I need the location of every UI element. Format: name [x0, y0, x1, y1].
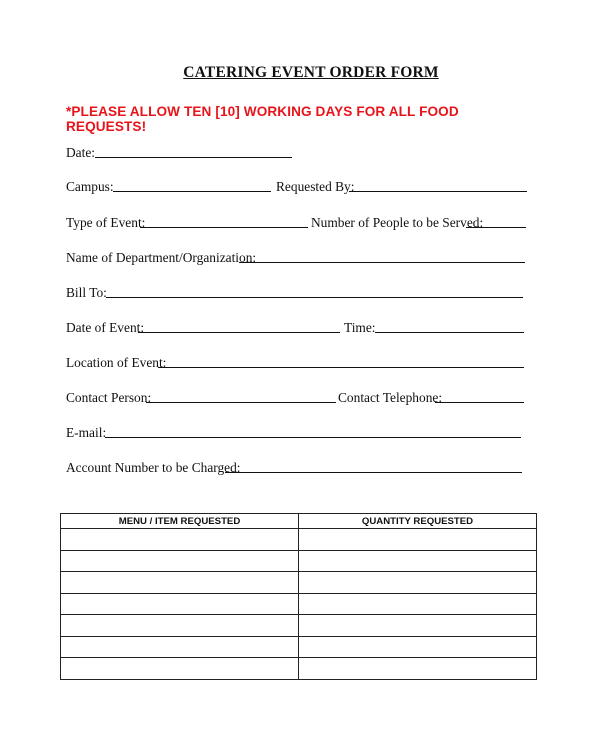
location-field[interactable] — [158, 367, 524, 368]
table-row — [61, 550, 537, 572]
table-row — [61, 593, 537, 615]
notice-text: *PLEASE ALLOW TEN [10] WORKING DAYS FOR ALL FOOD REQUESTS! — [66, 104, 459, 134]
bill-to-label: Bill To: — [66, 285, 107, 300]
menu-item-cell[interactable] — [61, 550, 299, 572]
date-label: Date: — [66, 145, 95, 160]
menu-item-cell[interactable] — [61, 615, 299, 637]
table-row — [61, 658, 537, 680]
department-label: Name of Department/Organization: — [66, 250, 257, 265]
quantity-cell[interactable] — [299, 615, 537, 637]
contact-person-label: Contact Person: — [66, 390, 152, 405]
campus-label: Campus: — [66, 179, 114, 194]
quantity-cell[interactable] — [299, 550, 537, 572]
location-label: Location of Event: — [66, 355, 167, 370]
type-of-event-field[interactable] — [140, 227, 308, 228]
menu-item-cell[interactable] — [61, 572, 299, 594]
email-label: E-mail: — [66, 425, 107, 440]
date-of-event-label: Date of Event: — [66, 320, 145, 335]
requested-by-label: Requested By: — [276, 179, 355, 194]
menu-item-cell[interactable] — [61, 658, 299, 680]
type-of-event-label: Type of Event: — [66, 215, 146, 230]
date-of-event-field[interactable] — [138, 332, 340, 333]
bill-to-field[interactable] — [106, 297, 523, 298]
table-row — [61, 572, 537, 594]
quantity-cell[interactable] — [299, 636, 537, 658]
quantity-cell[interactable] — [299, 529, 537, 551]
contact-person-field[interactable] — [146, 402, 336, 403]
email-field[interactable] — [105, 437, 521, 438]
contact-telephone-label: Contact Telephone: — [338, 390, 443, 405]
number-served-label: Number of People to be Served: — [311, 215, 484, 230]
department-field[interactable] — [239, 262, 525, 263]
quantity-column-header: QUANTITY REQUESTED — [299, 514, 537, 529]
account-number-field[interactable] — [225, 472, 522, 473]
account-number-label: Account Number to be Charged: — [66, 460, 241, 475]
table-header-row — [61, 514, 537, 529]
number-served-field[interactable] — [466, 227, 526, 228]
time-label: Time: — [344, 320, 376, 335]
menu-item-cell[interactable] — [61, 593, 299, 615]
menu-item-cell[interactable] — [61, 636, 299, 658]
time-field[interactable] — [375, 332, 524, 333]
menu-items-table — [60, 513, 537, 680]
quantity-cell[interactable] — [299, 593, 537, 615]
quantity-cell[interactable] — [299, 572, 537, 594]
contact-telephone-field[interactable] — [435, 402, 524, 403]
menu-item-cell[interactable] — [61, 529, 299, 551]
menu-item-column-header: MENU / ITEM REQUESTED — [61, 514, 299, 529]
form-title: CATERING EVENT ORDER FORM — [183, 64, 439, 81]
table-row — [61, 636, 537, 658]
table-row — [61, 615, 537, 637]
quantity-cell[interactable] — [299, 658, 537, 680]
table-row — [61, 529, 537, 551]
requested-by-field[interactable] — [349, 191, 527, 192]
date-field[interactable] — [95, 157, 292, 158]
campus-field[interactable] — [113, 191, 271, 192]
